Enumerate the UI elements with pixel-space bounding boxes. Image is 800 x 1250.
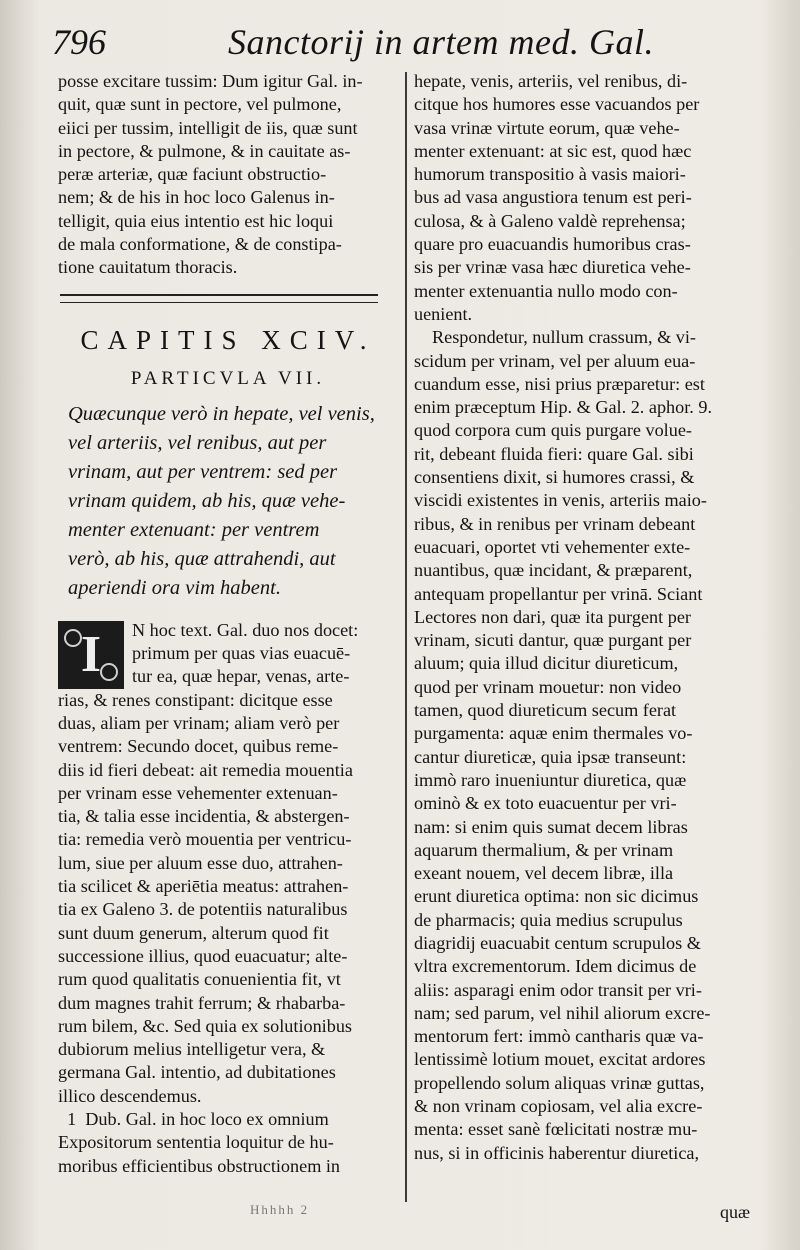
- text-line: dum magnes trahit ferrum; & rhabarba-: [58, 992, 346, 1013]
- text-line: per vrinam esse vehementer extenuan-: [58, 782, 338, 803]
- text-line: de pharmacis; quia medius scrupulus: [414, 909, 683, 930]
- signature-mark: Hhhhh 2: [250, 1202, 310, 1217]
- text-line: rum quod qualitatis conuenientia fit, vt: [58, 969, 341, 990]
- text-line: ominò & ex toto euacuentur per vri-: [414, 793, 677, 814]
- lemma-line: vrinam quidem, ab his, quæ vehe-: [68, 489, 346, 512]
- text-line: rum bilem, &c. Sed quia ex solutionibus: [58, 1015, 353, 1036]
- text-line: uenient.: [414, 303, 473, 324]
- text-line: vrinam, sicuti dantur, quæ purgant per: [414, 630, 692, 651]
- note-number: 1: [67, 1109, 77, 1130]
- decorated-initial: I: [58, 621, 124, 689]
- lemma-line: menter extenuant: per ventrem: [68, 518, 320, 541]
- running-head: Sanctorij in artem med. Gal.: [228, 22, 654, 62]
- text-line: enim præceptum Hip. & Gal. 2. aphor. 9.: [414, 397, 713, 418]
- text-line: in pectore, & pulmone, & in cauitate as-: [58, 140, 351, 161]
- text-line: tamen, quod diureticum secum ferat: [414, 700, 677, 721]
- text-line: ventrem: Secundo docet, quibus reme-: [58, 736, 339, 757]
- text-line: & non vrinam copiosam, vel alia excre-: [414, 1096, 703, 1117]
- text-line: Lectores non dari, quæ ita purgent per: [414, 606, 691, 627]
- text-line: consentiens dixit, si humores crassi, &: [414, 467, 695, 488]
- text-line: ribus, & in renibus per vrinam debeant: [414, 513, 696, 534]
- left-column: [58, 70, 398, 1178]
- text-line: rit, debeant fluida fieri: quare Gal. sibi: [414, 443, 694, 464]
- text-line: menter extenuantia nullo modo con-: [414, 280, 678, 301]
- text-line: menta: esset sanè fœlicitati nostræ mu-: [414, 1119, 698, 1140]
- text-line: cantur diureticæ, quia ipsæ transeunt:: [414, 746, 687, 767]
- text-line: citque hos humores esse vacuandos per: [414, 94, 700, 115]
- text-line: peræ arteriæ, quæ faciunt obstructio-: [58, 164, 327, 185]
- text-line: aquarum thermalium, & per vrinam: [414, 839, 674, 860]
- text-line: propellendo solum aliquas vrinæ guttas,: [414, 1072, 705, 1093]
- lemma-line: vel arteriis, vel renibus, aut per: [68, 431, 327, 454]
- text-line: successione illius, quod euacuatur; alte-: [58, 945, 348, 966]
- ornamental-rule: [60, 294, 378, 303]
- text-line: vasa vrinæ virtute eorum, quæ vehe-: [414, 117, 680, 138]
- text-line: quit, quæ sunt in pectore, vel pulmone,: [58, 94, 342, 115]
- page-number: 796: [52, 22, 106, 62]
- lemma-line: vrinam, aut per ventrem: sed per: [68, 460, 338, 483]
- text-line: nus, si in officinis haberentur diuretica,: [414, 1142, 700, 1163]
- text-line: dubiorum melius intelligetur vera, &: [58, 1039, 326, 1060]
- text-line: diagridij euacuabit centum scrupulos &: [414, 932, 701, 953]
- text-line: Respondetur, nullum crassum, & vi-: [432, 327, 696, 348]
- text-line: N hoc text. Gal. duo nos docet:: [132, 619, 359, 640]
- text-line: diis id fieri debeat: ait remedia mouentia: [58, 759, 353, 780]
- text-line: nam: si enim quis sumat decem libras: [414, 816, 688, 837]
- text-line: sis per vrinæ vasa hæc diuretica vehe-: [414, 257, 691, 278]
- aphorism-lemma: [58, 400, 398, 603]
- text-line: antequam propellantur per vrinā. Sciant: [414, 583, 703, 604]
- text-line: de mala conformatione, & de constipa-: [58, 234, 342, 255]
- text-line: bus ad vasa angustiora tenum est peri-: [414, 187, 692, 208]
- text-line: euacuari, oportet vti vehementer exte-: [414, 536, 691, 557]
- text-line: tia, & talia esse incidentia, & abstergen-: [58, 806, 350, 827]
- text-line: nam; sed parum, vel nihil aliorum excre-: [414, 1002, 711, 1023]
- text-line: erunt diuretica optima: non sic dicimus: [414, 886, 699, 907]
- text-line: purgamenta: aquæ enim thermales vo-: [414, 723, 693, 744]
- particula-heading: PARTICVLA VII.: [130, 367, 326, 389]
- text-line: posse excitare tussim: Dum igitur Gal. in-: [58, 71, 363, 91]
- text-line: telligit, quia eius intentio est hic loqui: [58, 210, 334, 231]
- text-line: quod per vrinam mouetur: non video: [414, 676, 682, 697]
- text-line: immò raro inueniuntur diuretica, quæ: [414, 769, 687, 790]
- text-line: germana Gal. intentio, ad dubitationes: [58, 1062, 336, 1083]
- text-line: culosa, & à Galeno valdè reprehensa;: [414, 210, 686, 231]
- text-line: aluum; quia illud dicitur diureticum,: [414, 653, 679, 674]
- text-line: humorum transpositio à vasis maiori-: [414, 164, 686, 185]
- text-line: viscidi existentes in venis, arteriis maio-: [414, 490, 707, 511]
- text-line: cuandum esse, nisi prius præparetur: est: [414, 373, 705, 394]
- text-line: tia scilicet & aperiētia meatus: attrahen-: [58, 876, 349, 897]
- lemma-line: Quæcunque verò in hepate, vel venis,: [68, 402, 375, 425]
- opening-paragraph: [58, 70, 398, 280]
- text-line: nem; & de his in hoc loco Galenus in-: [58, 187, 335, 208]
- text-line: vltra excrementorum. Idem dicimus de: [414, 956, 697, 977]
- text-line: scidum per vrinam, vel per aluum eua-: [414, 350, 696, 371]
- text-line: primum per quas vias euacuē-: [132, 642, 351, 663]
- text-line: mentorum fert: immò cantharis quæ va-: [414, 1026, 704, 1047]
- text-line: Dub. Gal. in hoc loco ex omnium: [85, 1109, 329, 1130]
- right-column: [414, 70, 750, 1165]
- text-line: tia ex Galeno 3. de potentiis naturalibus: [58, 899, 348, 920]
- catchword: quæ: [719, 1202, 750, 1222]
- lemma-line: verò, ab his, quæ attrahendi, aut: [68, 547, 336, 570]
- text-line: hepate, venis, arteriis, vel renibus, di-: [414, 71, 688, 91]
- text-line: nuantibus, quæ incidant, & præparent,: [414, 560, 693, 581]
- text-line: menter extenuant: at sic est, quod hæc: [414, 140, 692, 161]
- text-line: lentissimè lotium mouet, excitat ardores: [414, 1049, 706, 1070]
- text-line: rias, & renes constipant: dicitque esse: [58, 689, 333, 710]
- commentary-paragraph: [58, 619, 398, 1178]
- text-line: tia: remedia verò mouentia per ventricu-: [58, 829, 352, 850]
- text-line: aliis: asparagi enim odor transit per vri-: [414, 979, 702, 1000]
- lemma-line: aperiendi ora vim habent.: [68, 576, 281, 599]
- text-line: moribus efficientibus obstructionem in: [58, 1155, 341, 1176]
- text-line: quare pro euacuandis humoribus cras-: [414, 234, 691, 255]
- column-divider: [405, 72, 407, 1202]
- text-line: exeant nouem, vel decem libræ, illa: [414, 863, 674, 884]
- text-line: eiici per tussim, intelligit de iis, quæ sunt: [58, 117, 358, 138]
- text-line: Expositorum sententia loquitur de hu-: [58, 1132, 334, 1153]
- note-first-line: [58, 1108, 398, 1131]
- text-line: duas, aliam per vrinam; aliam verò per: [58, 712, 340, 733]
- text-line: tione cauitatum thoracis.: [58, 257, 238, 278]
- text-line: quod corpora cum quis purgare volue-: [414, 420, 692, 441]
- chapter-title: CAPITIS XCIV.: [80, 324, 376, 355]
- text-line: illico descendemus.: [58, 1085, 202, 1106]
- text-line: tur ea, quæ hepar, venas, arte-: [132, 666, 350, 687]
- text-line: sunt duum generum, alterum quod fit: [58, 922, 329, 943]
- text-line: lum, siue per aluum esse duo, attrahen-: [58, 852, 343, 873]
